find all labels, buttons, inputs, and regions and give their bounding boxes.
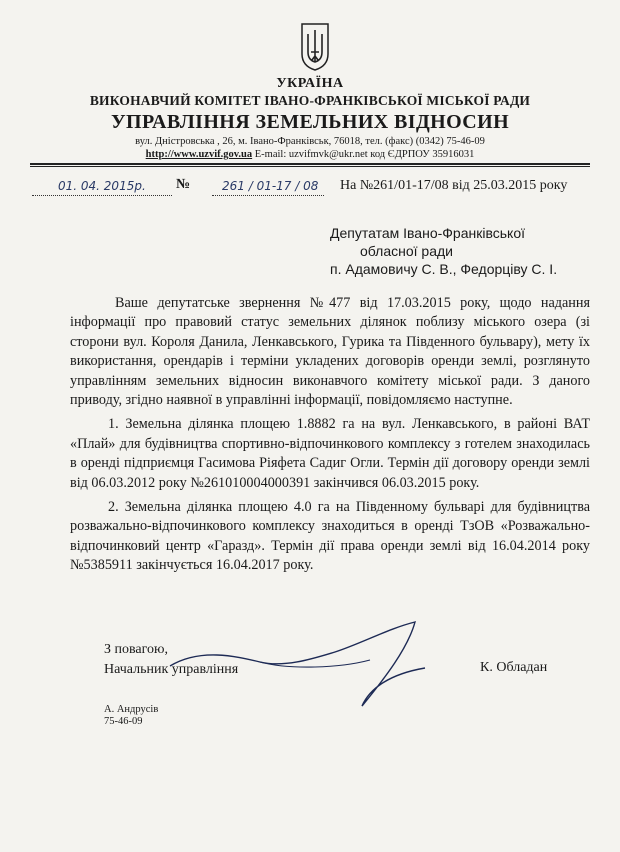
executor-info	[104, 704, 158, 728]
outgoing-number: 261 / 01-17 / 08	[222, 179, 319, 193]
website-link[interactable]: http://www.uzvif.gov.ua	[145, 149, 253, 160]
number-dotted-line	[212, 195, 324, 196]
reference-number: На №261/01-17/08 від 25.03.2015 року	[340, 178, 568, 193]
registration-line	[22, 176, 602, 202]
date-dotted-line	[32, 195, 172, 196]
number-sign: №	[176, 177, 191, 192]
intro-paragraph: Ваше депутатське звернення №477 від 17.03.2015 року, щодо надання інформації про правовий статус земельних ділянок поблизу міського озера (зі сторони вул. Короля Данила, Ленкавського, Гурика та Південного бульвару), мету їх використання, орендарів і терміни укладених договорів оренди землі, розглянуто управлінням земельних відносин виконавчого комітету міської ради. З даного приводу, згідно наявної в управлінні інформації, повідомляємо наступне.	[70, 295, 590, 409]
department-address: вул. Дністровська , 26, м. Івано-Франківськ, 76018, тел. (факс) (0342) 75-46-09	[135, 136, 485, 147]
signatory-name: К. Обладан	[480, 660, 548, 675]
letter-body	[70, 294, 590, 581]
outgoing-date: 01. 04. 2015р.	[58, 179, 146, 193]
executor-name: А. Андрусів	[104, 704, 159, 715]
email-and-code: E-mail: uzvifmvk@ukr.net код ЄДРПОУ 35916031	[254, 149, 475, 160]
addressee-line: обласної ради	[360, 243, 453, 259]
executor-phone: 75-46-09	[104, 716, 143, 727]
closing-phrase: З повагою,	[104, 642, 168, 657]
addressee-line: Депутатам Івано-Франківської	[330, 225, 525, 241]
addressee-line: п. Адамовичу С. В., Федорціву С. І.	[330, 261, 558, 277]
country-name: УКРАЇНА	[276, 76, 344, 91]
land-plot-item-2: 2. Земельна ділянка площею 4.0 га на Південному бульварі для будівництва розважально-відпочинкового комплексу знаходиться в оренді ТзОВ «Розважально-відпочинковий центр «Гаразд». Термін дії права оренди землі від 16.04.2014 року №5385911 закінчується 16.04.2017 року.	[70, 499, 590, 574]
executive-committee-name: ВИКОНАВЧИЙ КОМІТЕТ ІВАНО-ФРАНКІВСЬКОЇ МІСЬКОЇ РАДИ	[89, 93, 531, 108]
department-name: УПРАВЛІННЯ ЗЕМЕЛЬНИХ ВІДНОСИН	[110, 111, 510, 133]
land-plot-item-1: 1. Земельна ділянка площею 1.8882 га на вул. Ленкавського, в районі ВАТ «Плай» для будівництва спортивно-відпочинкового комплексу з готелем знаходилась в оренді підприємця Гасимова Ріяфета Садиг Огли. Термін дії договору оренди землі від 06.03.2012 року №261010004000391 закінчився 06.03.2015 року.	[70, 416, 590, 491]
addressee-block	[330, 224, 557, 278]
signature-block	[104, 640, 238, 680]
trident-coat-of-arms-icon	[300, 22, 330, 72]
header-divider-thin	[30, 166, 590, 167]
signatory-position: Начальник управління	[104, 662, 239, 677]
contact-line	[0, 149, 620, 160]
header-divider-thick	[30, 163, 590, 165]
